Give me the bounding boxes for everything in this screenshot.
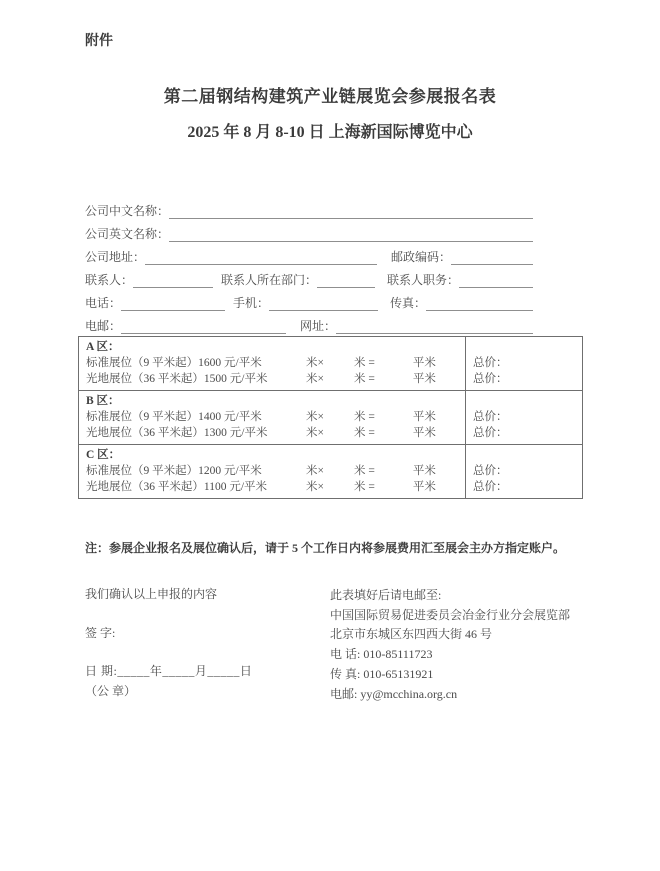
website-input[interactable] xyxy=(336,320,533,334)
company-seal-label: （公 章） xyxy=(85,684,137,698)
meters-x-label: 米× xyxy=(306,465,324,477)
booth-desc: 标准展位（9 平米起）1200 元/平米 xyxy=(86,465,262,477)
total-price-row xyxy=(473,479,575,495)
booth-area-input[interactable] xyxy=(375,355,413,371)
total-price-input[interactable] xyxy=(508,425,576,441)
zone-b-rawspace-booth-row xyxy=(86,425,458,441)
meters-eq-label: 米 = xyxy=(354,373,375,385)
sqm-label: 平米 xyxy=(412,481,436,493)
total-price-input[interactable] xyxy=(508,409,576,425)
department-input[interactable] xyxy=(317,274,375,288)
company-name-en-label: 公司英文名称： xyxy=(85,227,170,241)
zone-a-cell xyxy=(79,337,466,391)
signature-label[interactable]: 签 字: xyxy=(85,626,116,640)
sqm-label: 平米 xyxy=(412,411,436,423)
organizer-email: 电邮: yy@mcchina.org.cn xyxy=(330,686,458,701)
meters-x-label: 米× xyxy=(306,357,324,369)
zone-a-total-cell xyxy=(466,337,583,391)
form-subtitle: 2025 年 8 月 8-10 日 上海新国际博览中心 xyxy=(187,124,473,141)
booth-area-input[interactable] xyxy=(375,425,413,441)
booth-desc: 标准展位（9 平米起）1400 元/平米 xyxy=(86,411,262,423)
booth-width-input[interactable] xyxy=(278,425,306,441)
total-price-label: 总价： xyxy=(473,373,508,385)
position-input[interactable] xyxy=(459,274,533,288)
zone-a-row xyxy=(79,337,583,391)
meters-x-label: 米× xyxy=(306,373,324,385)
total-price-label: 总价： xyxy=(473,411,508,423)
department-label: 联系人所在部门： xyxy=(221,273,318,287)
zone-b-label: B 区： xyxy=(86,395,120,407)
date-line[interactable]: 日 期:_____年_____月_____日 xyxy=(85,664,253,678)
confirm-statement: 我们确认以上申报的内容 xyxy=(85,587,218,601)
booth-price-table xyxy=(78,336,583,499)
zone-b-standard-booth-row xyxy=(86,409,458,425)
sqm-label: 平米 xyxy=(412,357,436,369)
company-name-cn-input[interactable] xyxy=(169,205,533,219)
total-price-row xyxy=(473,371,575,387)
email-row xyxy=(85,311,533,334)
email-input[interactable] xyxy=(121,320,286,334)
meters-x-label: 米× xyxy=(306,411,324,423)
zone-c-standard-booth-row xyxy=(86,463,458,479)
contact-input[interactable] xyxy=(133,274,213,288)
fax-input[interactable] xyxy=(426,297,533,311)
phone-input[interactable] xyxy=(121,297,225,311)
meters-eq-label: 米 = xyxy=(354,411,375,423)
booth-desc: 标准展位（9 平米起）1600 元/平米 xyxy=(86,357,262,369)
postcode-input[interactable] xyxy=(451,251,533,265)
sqm-label: 平米 xyxy=(412,465,436,477)
total-price-label: 总价： xyxy=(473,357,508,369)
total-spacer xyxy=(473,393,575,409)
zone-a-rawspace-booth-row xyxy=(86,371,458,387)
total-spacer xyxy=(473,447,575,463)
organizer-contact-block xyxy=(330,586,570,704)
booth-length-input[interactable] xyxy=(324,463,354,479)
zone-c-row xyxy=(79,445,583,499)
zone-c-rawspace-booth-row xyxy=(86,479,458,495)
organizer-fax: 传 真: 010-65131921 xyxy=(330,666,434,681)
total-price-row xyxy=(473,409,575,425)
company-name-cn-label: 公司中文名称： xyxy=(85,204,170,218)
meters-eq-label: 米 = xyxy=(354,427,375,439)
meters-x-label: 米× xyxy=(306,427,324,439)
total-price-row xyxy=(473,355,575,371)
zone-a-standard-booth-row xyxy=(86,355,458,371)
company-name-cn-row xyxy=(85,196,533,219)
phone-row xyxy=(85,288,533,311)
booth-width-input[interactable] xyxy=(278,355,306,371)
organizer-tel: 电 话: 010-85111723 xyxy=(330,647,433,662)
booth-area-input[interactable] xyxy=(375,463,413,479)
booth-length-input[interactable] xyxy=(324,355,354,371)
booth-length-input[interactable] xyxy=(324,425,354,441)
meters-eq-label: 米 = xyxy=(354,481,375,493)
phone-label: 电话： xyxy=(85,296,122,310)
address-label: 公司地址： xyxy=(85,250,146,264)
zone-b-cell xyxy=(79,391,466,445)
signature-block xyxy=(85,586,252,700)
booth-width-input[interactable] xyxy=(278,409,306,425)
total-price-input[interactable] xyxy=(508,479,576,495)
organizer-name: 中国国际贸易促进委员会冶金行业分会展览部 xyxy=(330,607,571,622)
send-to-heading: 此表填好后请电邮至: xyxy=(330,588,442,602)
company-name-en-input[interactable] xyxy=(169,228,533,242)
total-price-input[interactable] xyxy=(508,463,576,479)
mobile-input[interactable] xyxy=(269,297,378,311)
contact-row xyxy=(85,265,533,288)
booth-width-input[interactable] xyxy=(278,479,306,495)
zone-b-row xyxy=(79,391,583,445)
booth-length-input[interactable] xyxy=(324,409,354,425)
position-label: 联系人职务： xyxy=(387,273,460,287)
total-price-input[interactable] xyxy=(508,355,576,371)
website-label: 网址： xyxy=(300,319,337,333)
meters-x-label: 米× xyxy=(306,481,324,493)
payment-note: 注：参展企业报名及展位确认后，请于 5 个工作日内将参展费用汇至展会主办方指定账户。 xyxy=(85,541,566,555)
fax-label: 传真： xyxy=(390,296,427,310)
company-info-section xyxy=(85,196,533,334)
booth-area-input[interactable] xyxy=(375,409,413,425)
sqm-label: 平米 xyxy=(412,373,436,385)
address-row xyxy=(85,242,533,265)
contact-label: 联系人： xyxy=(85,273,134,287)
meters-eq-label: 米 = xyxy=(354,357,375,369)
booth-desc: 光地展位（36 平米起）1100 元/平米 xyxy=(86,481,268,493)
meters-eq-label: 米 = xyxy=(354,465,375,477)
booth-desc: 光地展位（36 平米起）1500 元/平米 xyxy=(86,373,268,385)
organizer-address: 北京市东城区东四西大街 46 号 xyxy=(330,627,493,642)
booth-area-input[interactable] xyxy=(375,479,413,495)
zone-c-label: C 区： xyxy=(86,449,121,461)
sqm-label: 平米 xyxy=(412,427,436,439)
booth-area-input[interactable] xyxy=(375,371,413,387)
form-title: 第二届钢结构建筑产业链展览会参展报名表 xyxy=(163,87,497,106)
total-price-label: 总价： xyxy=(473,465,508,477)
booth-width-input[interactable] xyxy=(278,371,306,387)
booth-width-input[interactable] xyxy=(278,463,306,479)
total-spacer xyxy=(473,339,575,355)
zone-c-total-cell xyxy=(466,445,583,499)
mobile-label: 手机： xyxy=(233,296,270,310)
booth-length-input[interactable] xyxy=(324,479,354,495)
total-price-input[interactable] xyxy=(508,371,576,387)
postcode-label: 邮政编码： xyxy=(391,250,452,264)
company-name-en-row xyxy=(85,219,533,242)
attachment-label: 附件 xyxy=(85,34,113,49)
address-input[interactable] xyxy=(145,251,377,265)
total-price-row xyxy=(473,425,575,441)
total-price-label: 总价： xyxy=(473,427,508,439)
booth-desc: 光地展位（36 平米起）1300 元/平米 xyxy=(86,427,268,439)
zone-b-total-cell xyxy=(466,391,583,445)
email-label: 电邮： xyxy=(85,319,122,333)
zone-c-cell xyxy=(79,445,466,499)
total-price-row xyxy=(473,463,575,479)
zone-a-label: A 区： xyxy=(86,341,120,353)
booth-length-input[interactable] xyxy=(324,371,354,387)
total-price-label: 总价： xyxy=(473,481,508,493)
